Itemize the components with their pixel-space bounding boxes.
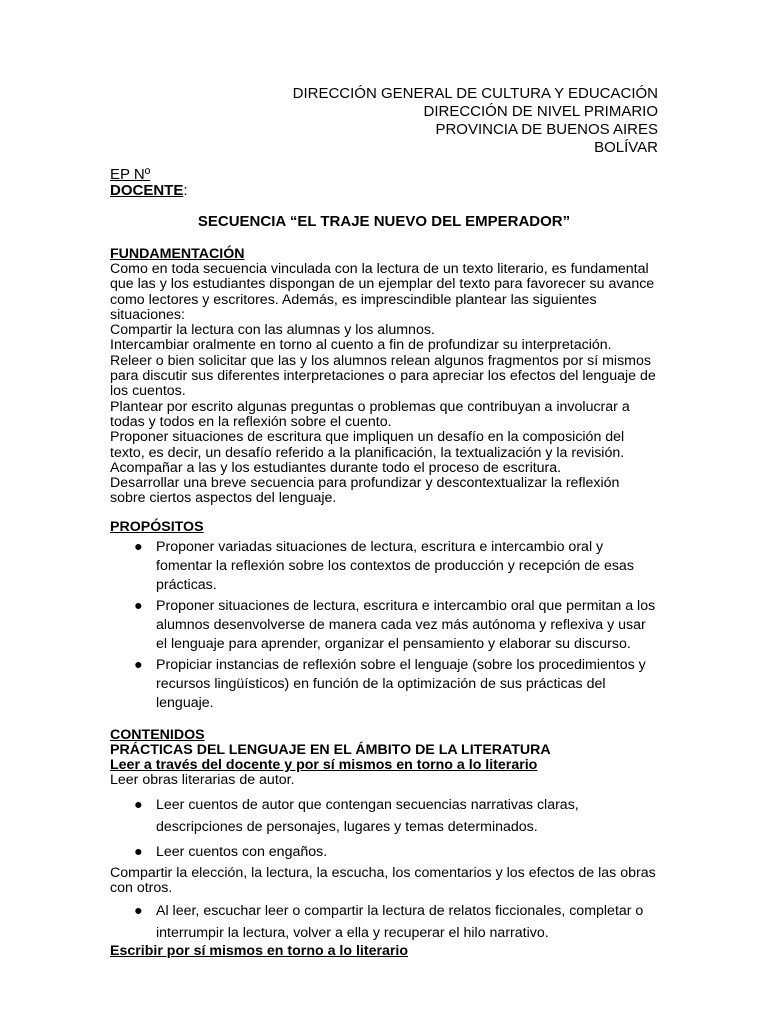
contenidos-line-1: Leer obras literarias de autor. <box>110 772 295 789</box>
list-item <box>110 656 658 713</box>
list-item <box>110 538 658 595</box>
bullet-icon: ● <box>134 796 143 813</box>
contenidos-list-1 <box>110 794 658 863</box>
list-item <box>110 900 658 944</box>
propositos-heading: PROPÓSITOS <box>110 518 204 535</box>
bullet-icon: ● <box>134 656 143 673</box>
header-line-2: DIRECCIÓN DE NIVEL PRIMARIO <box>423 103 658 120</box>
contenidos-subheading: PRÁCTICAS DEL LENGUAJE EN EL ÁMBITO DE LA LITERATURA <box>110 741 551 758</box>
fundamentacion-paragraph: Plantear por escrito algunas preguntas o problemas que contribuyan a involucrar a todas y todos en la reflexión sobre el cuento. <box>110 398 630 430</box>
list-item <box>110 597 658 654</box>
bullet-icon: ● <box>134 597 143 614</box>
fundamentacion-paragraph: Acompañar a las y los estudiantes durante todo el proceso de escritura. <box>110 459 562 476</box>
document-page <box>110 85 658 960</box>
fundamentacion-heading: FUNDAMENTACIÓN <box>110 246 245 262</box>
fundamentacion-paragraph: Compartir la lectura con las alumnas y los alumnos. <box>110 322 435 339</box>
propositos-list <box>110 538 658 713</box>
fundamentacion-paragraph: Releer o bien solicitar que las y los alumnos relean algunos fragmentos por sí mismos para discutir sus diferentes interpretaciones o para apreciar los efectos del lenguaje de los cuentos. <box>110 352 656 400</box>
list-item-text: Proponer situaciones de lectura, escritura e intercambio oral que permitan a los alumnos desenvolverse de manera cada vez más autónoma y reflexiva y usar el lenguaje para aprender, organizar el pensamiento y elaborar su discurso. <box>156 597 656 652</box>
contenidos-line-2: Compartir la elección, la lectura, la escucha, los comentarios y los efectos de las obras con otros. <box>110 864 656 896</box>
institution-header <box>110 85 658 157</box>
fundamentacion-paragraph: Intercambiar oralmente en torno al cuento a fin de profundizar su interpretación. <box>110 337 612 354</box>
header-line-3: PROVINCIA DE BUENOS AIRES <box>435 121 658 138</box>
contenidos-sub2: Escribir por sí mismos en torno a lo literario <box>110 943 409 960</box>
fundamentacion-body <box>110 262 658 507</box>
contenidos-heading: CONTENIDOS <box>110 726 205 743</box>
ep-label: EP Nº <box>110 166 151 183</box>
bullet-icon: ● <box>134 843 143 860</box>
bullet-icon: ● <box>134 538 143 555</box>
bullet-icon: ● <box>134 903 143 920</box>
list-item-text: Leer cuentos con engaños. <box>156 843 328 860</box>
list-item-text: Leer cuentos de autor que contengan secuencias narrativas claras, descripciones de personajes, lugares y temas determinados. <box>156 796 579 835</box>
contenidos-sub1: Leer a través del docente y por sí mismos en torno a lo literario <box>110 757 538 774</box>
docente-colon: : <box>183 182 188 199</box>
fundamentacion-paragraph: Proponer situaciones de escritura que impliquen un desafío en la composición del texto, es decir, un desafío referido a la planificación, la textualización y la revisión. <box>110 429 625 461</box>
list-item-text: Al leer, escuchar leer o compartir la lectura de relatos ficcionales, completar o interrumpir la lectura, volver a ella y recuperar el hilo narrativo. <box>156 903 644 942</box>
list-item-text: Proponer variadas situaciones de lectura, escritura e intercambio oral y fomentar la reflexión sobre los contextos de producción y recepción de esas prácticas. <box>156 538 634 593</box>
document-title: SECUENCIA “EL TRAJE NUEVO DEL EMPERADOR” <box>197 213 571 230</box>
list-item-text: Propiciar instancias de reflexión sobre el lenguaje (sobre los procedimientos y recursos lingüísticos) en función de la optimización de sus prácticas del lenguaje. <box>156 656 646 711</box>
fundamentacion-paragraph: Desarrollar una breve secuencia para profundizar y descontextualizar la reflexión sobre ciertos aspectos del lenguaje. <box>110 475 620 507</box>
list-item <box>110 841 658 863</box>
list-item <box>110 794 658 838</box>
header-line-1: DIRECCIÓN GENERAL DE CULTURA Y EDUCACIÓN <box>292 85 658 102</box>
fundamentacion-paragraph: Como en toda secuencia vinculada con la lectura de un texto literario, es fundamental que las y los estudiantes dispongan de un ejemplar del texto para favorecer su avance como lectores y escritores. Además, es imprescindible plantear las siguientes situaciones: <box>110 261 655 323</box>
contenidos-list-2 <box>110 900 658 944</box>
docente-label: DOCENTE <box>110 182 184 199</box>
school-info <box>110 167 658 199</box>
header-line-4: BOLÍVAR <box>594 139 658 156</box>
